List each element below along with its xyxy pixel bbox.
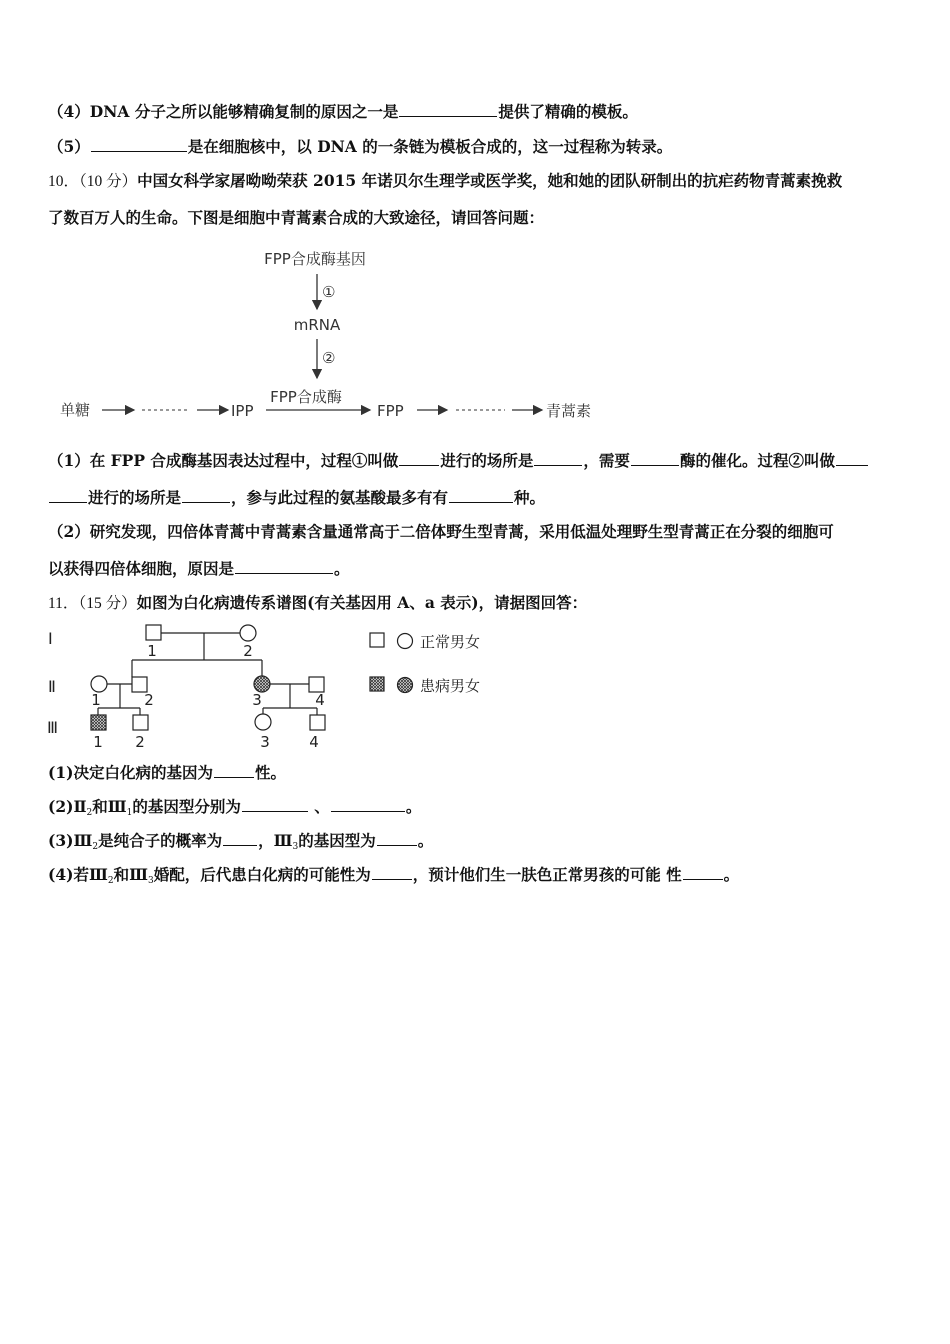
q11-part4-text: 婚配，后代患白化病的可能性为 [153,865,371,884]
q11-part4-text: 和Ⅲ [113,865,148,884]
pedigree-II4-normal-male [309,677,324,692]
mrna-label: mRNA [293,316,341,334]
legend-affected-label: 患病男女 [420,677,481,695]
q11-part3-text: 。 [417,831,434,850]
q11-part3-text: (3)Ⅲ [48,831,93,850]
generation-label-3: Ⅲ [47,718,59,737]
q10-stem-text-2: 了数百万人的生命。下图是细胞中青蒿素合成的大致途径，请回答问题： [48,208,545,227]
q10-part1-text: ，参与此过程的氨基酸最多有有 [231,488,449,507]
q9-part4-text: DNA 分子之所以能够精确复制的原因之一是 [89,102,399,121]
q10-part1-text: 种。 [514,488,546,507]
q11-part3-text: ，Ⅲ [258,831,293,850]
individual-number: 1 [91,691,101,709]
q11-part1-text: 性。 [254,763,286,782]
q11-part1 [48,762,286,783]
legend-affected-male-icon [370,677,384,691]
q10-part2-text: 以获得四倍体细胞，原因是 [48,559,235,578]
individual-number: 4 [315,691,325,709]
q11-part3 [48,830,433,854]
legend-normal-label: 正常男女 [420,633,481,651]
individual-number: 4 [309,733,319,751]
subscript: 2 [92,842,99,852]
q11-part2-text: 。 [405,797,422,816]
pedigree-II3-affected-female [254,676,270,692]
individual-number: 2 [243,642,253,660]
q9-part5-label: （5） [48,137,90,156]
subscript: 2 [86,808,93,818]
pedigree-II1-normal-female [91,676,107,692]
q11-part4-text: ，预计他们生一肤色正常男孩的可能 性 [412,865,682,884]
legend-normal-female-icon [398,634,413,649]
q9-part4-text-end: 提供了精确的模板。 [498,102,638,121]
individual-number: 1 [147,642,157,660]
subscript: 3 [147,876,154,886]
question-number: 11． [48,595,79,612]
subscript: 1 [126,808,133,818]
enzyme-label: FPP合成酶 [270,388,342,406]
answer-blank[interactable] [223,830,257,846]
q10-part1-text: 酶的催化。过程②叫做 [679,451,835,470]
pedigree-II2-normal-male [132,677,147,692]
q11-stem-text: 如图为白化病遗传系谱图(有关基因用 A、a 表示)，请据图回答： [136,593,588,612]
answer-blank[interactable] [377,830,417,846]
step2-label: ② [322,349,336,367]
individual-number: 2 [144,691,154,709]
q11-part2 [48,796,421,820]
pedigree-III2-normal-male [133,715,148,730]
sugar-label: 单糖 [60,401,91,419]
answer-blank[interactable] [214,762,254,778]
q11-part4-text: (4)若Ⅲ [48,865,108,884]
individual-number: 3 [252,691,262,709]
pedigree-III4-normal-male [310,715,325,730]
pedigree-I1-normal-male [146,625,161,640]
q10-part1-text: 进行的场所是 [440,451,534,470]
q9-part4-label: （4） [48,102,90,121]
question-points: （15 分） [78,595,137,612]
individual-number: 1 [93,733,103,751]
q9-part5-text: 是在细胞核中，以 DNA 的一条链为模板合成的，这一过程称为转录。 [187,137,673,156]
q11-part2-text: 和Ⅲ [92,797,127,816]
legend-affected-female-icon [398,678,413,693]
q11-part2-text: 的基因型分别为 [132,797,241,816]
q10-stem-text: 中国女科学家屠呦呦荣获 2015 年诺贝尔生理学或医学奖，她和她的团队研制出的抗疟药物青蒿素挽救 [137,171,843,190]
individual-number: 2 [135,733,145,751]
answer-blank[interactable] [242,796,308,812]
subscript: 2 [107,876,114,886]
answer-blank[interactable] [372,864,412,880]
q11-part3-text: 的基因型为 [298,831,376,850]
generation-label-2: Ⅱ [48,677,56,696]
question-number: 10． [48,173,80,190]
fpp-label: FPP [377,402,404,420]
pedigree-III1-affected-male [91,715,106,730]
q11-part4-text: 。 [723,865,740,884]
answer-blank[interactable] [683,864,723,880]
gene-label: FPP合成酶基因 [264,250,366,268]
step1-label: ① [322,283,336,301]
q10-part1-text: ，需要 [583,451,630,470]
ipp-label: IPP [231,402,254,420]
q11-part2-sep: 、 [314,797,330,816]
q11-part1-text: (1)决定白化病的基因为 [48,763,213,782]
q11-part2-text: (2)Ⅱ [48,797,87,816]
legend-normal-male-icon [370,633,384,647]
pedigree-I2-normal-female [240,625,256,641]
q10-part1-text: （1）在 FPP 合成酶基因表达过程中，过程①叫做 [48,451,399,470]
pedigree-III3-normal-female [255,714,271,730]
product-label: 青蒿素 [546,402,592,420]
question-points: （10 分） [79,173,138,190]
q11-part3-text: 是纯合子的概率为 [98,831,223,850]
answer-blank[interactable] [331,796,405,812]
subscript: 3 [292,842,299,852]
generation-label-1: Ⅰ [48,629,53,648]
q11-part4 [48,864,739,888]
q10-part2-text: 。 [334,559,350,578]
q10-part2-text: （2）研究发现，四倍体青蒿中青蒿素含量通常高于二倍体野生型青蒿，采用低温处理野生型青蒿正在分裂的细胞可 [48,522,834,541]
q10-part1-text: 进行的场所是 [88,488,182,507]
individual-number: 3 [260,733,270,751]
